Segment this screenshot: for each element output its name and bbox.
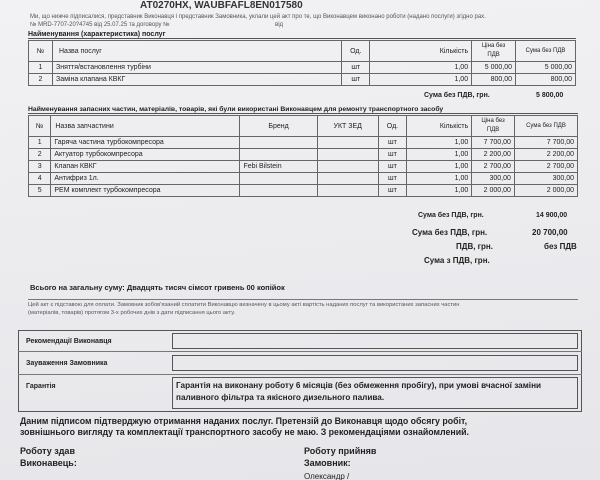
row-number: 5 — [29, 185, 51, 197]
unit: шт — [342, 74, 370, 86]
part-name: РЕМ комплект турбокомпресора — [51, 185, 240, 197]
row-number: 4 — [29, 173, 51, 185]
price: 2 000,00 — [472, 185, 515, 197]
vat-label: ПДВ, грн. — [456, 242, 493, 251]
col-header: Сума без ПДВ — [514, 116, 577, 137]
ukt-code — [317, 173, 378, 185]
service-name: Зняття/встановлення турбіни — [52, 62, 341, 74]
brand — [240, 137, 317, 149]
sum-with-vat-label: Сума з ПДВ, грн. — [424, 256, 490, 265]
executor-signature-title: Роботу здав — [20, 446, 75, 456]
divider — [18, 374, 582, 375]
table-row — [29, 137, 578, 149]
total-in-words: Всього на загальну суму: Двадцять тисяч сімсот гривень 00 копійок — [30, 283, 285, 292]
service-name: Заміна клапана КВКГ — [52, 74, 341, 86]
confirmation-line-1: Даним підписом підтверджую отримання наданих послуг. Претензій до Виконавця щодо обсягу робіт, — [20, 416, 468, 426]
col-header: Ціна без ПДВ — [472, 41, 516, 62]
warranty-text-line-2: паливного фільтра та якісного дизельного палива. — [176, 393, 385, 402]
parts-table — [28, 115, 578, 197]
table-row — [29, 173, 578, 185]
col-header: Бренд — [240, 116, 317, 137]
table-row — [29, 74, 576, 86]
col-header: Ціна без ПДВ — [472, 116, 515, 137]
table-row — [29, 185, 578, 197]
col-header: Од. — [378, 116, 406, 137]
table-row — [29, 62, 576, 74]
intro-line-3: від — [275, 22, 284, 28]
executor-signature-label: Виконавець: — [20, 458, 77, 468]
col-header: № — [29, 41, 53, 62]
confirmation-line-2: зовнішнього вигляду та комплектації транспортного засобу не маю. З рекомендаціями ознайомлений. — [20, 427, 469, 437]
unit: шт — [378, 161, 406, 173]
recommendations-field[interactable] — [172, 333, 578, 349]
payment-note-line-2: (матеріалів, товарів) протягом 3-х робочих днів з дати підписання цього акту. — [28, 310, 236, 316]
sum: 5 000,00 — [516, 62, 576, 74]
price: 7 700,00 — [472, 137, 515, 149]
row-number: 3 — [29, 161, 51, 173]
unit: шт — [378, 137, 406, 149]
table-row — [29, 149, 578, 161]
warranty-text-line-1: Гарантія на виконану роботу 6 місяців (без обмеження пробігу), при умові вчасної заміни — [176, 381, 542, 390]
intro-line-1: Ми, що нижче підписалися, представник Виконавця і представник Замовника, уклали цей акт про те, що Виконавцем виконано роботи (надано послуги) згідно рах. — [30, 14, 486, 20]
row-number: 1 — [29, 62, 53, 74]
grand-total-label: Сума без ПДВ, грн. — [412, 228, 488, 237]
brand — [240, 185, 317, 197]
part-name: Антифриз 1л. — [51, 173, 240, 185]
parts-section-title: Найменування запасних частин, матеріалів, товарів, які були використані Виконавцем для ремонту транспортного засобу — [28, 106, 578, 114]
row-number: 1 — [29, 137, 51, 149]
col-header: Сума без ПДВ — [516, 41, 576, 62]
customer-signature-label: Замовник: — [304, 458, 351, 468]
price: 2 200,00 — [472, 149, 515, 161]
brand: Febi Bilstein — [240, 161, 317, 173]
customer-signature-title: Роботу прийняв — [304, 446, 377, 456]
parts-header-row — [29, 116, 578, 137]
ukt-code — [317, 149, 378, 161]
col-header: Назва послуг — [52, 41, 341, 62]
vat-value: без ПДВ — [544, 242, 577, 251]
quantity: 1,00 — [407, 173, 472, 185]
parts-total-value: 14 900,00 — [536, 212, 568, 219]
divider — [18, 351, 582, 352]
unit: шт — [378, 149, 406, 161]
vehicle-code-line: AT0270HX, WAUBFAFL8EN017580 — [140, 0, 303, 11]
services-total-value: 5 800,00 — [536, 92, 564, 99]
part-name: Гаряча частина турбокомпресора — [51, 137, 240, 149]
row-number: 2 — [29, 74, 53, 86]
brand — [240, 149, 317, 161]
parts-total-label: Сума без ПДВ, грн. — [418, 212, 484, 219]
grand-total-value: 20 700,00 — [532, 228, 568, 237]
col-header: Назва запчастини — [51, 116, 240, 137]
services-header-row — [29, 41, 576, 62]
services-total-label: Сума без ПДВ, грн. — [424, 92, 490, 99]
services-section-title: Найменування (характеристика) послуг — [28, 31, 576, 39]
divider — [28, 299, 578, 300]
sum: 7 700,00 — [514, 137, 577, 149]
ukt-code — [317, 185, 378, 197]
col-header: Кількість — [370, 41, 472, 62]
quantity: 1,00 — [407, 185, 472, 197]
sum: 2 000,00 — [514, 185, 577, 197]
quantity: 1,00 — [370, 62, 472, 74]
row-number: 2 — [29, 149, 51, 161]
price: 300,00 — [472, 173, 515, 185]
customer-remarks-label: Зауваження Замовника — [26, 360, 108, 367]
ukt-code — [317, 137, 378, 149]
col-header: Од. — [342, 41, 370, 62]
table-row — [29, 161, 578, 173]
price: 2 700,00 — [472, 161, 515, 173]
sum: 800,00 — [516, 74, 576, 86]
customer-name: Олександр / — [304, 472, 350, 480]
recommendations-label: Рекомендації Виконавця — [26, 338, 112, 345]
price: 800,00 — [472, 74, 516, 86]
part-name: Клапан КВКГ — [51, 161, 240, 173]
ukt-code — [317, 161, 378, 173]
unit: шт — [378, 173, 406, 185]
quantity: 1,00 — [407, 137, 472, 149]
col-header: № — [29, 116, 51, 137]
customer-remarks-field[interactable] — [172, 355, 578, 371]
quantity: 1,00 — [370, 74, 472, 86]
sum: 2 200,00 — [514, 149, 577, 161]
warranty-label: Гарантія — [26, 383, 56, 390]
sum: 2 700,00 — [514, 161, 577, 173]
col-header: УКТ ЗЕД — [317, 116, 378, 137]
unit: шт — [342, 62, 370, 74]
quantity: 1,00 — [407, 149, 472, 161]
col-header: Кількість — [407, 116, 472, 137]
intro-line-2: № MRD-7707-20?4745 від 25.07.25 та договору № — [30, 22, 170, 28]
sum: 300,00 — [514, 173, 577, 185]
unit: шт — [378, 185, 406, 197]
services-table — [28, 40, 576, 86]
payment-note-line-1: Цей акт є підставою для оплати. Замовник зобов'язаний сплатити Виконавцю визначену в цьому акті вартість наданих послуг та використаних запасних частин — [28, 302, 460, 308]
quantity: 1,00 — [407, 161, 472, 173]
price: 5 000,00 — [472, 62, 516, 74]
part-name: Актуатор турбокомпресора — [51, 149, 240, 161]
brand — [240, 173, 317, 185]
